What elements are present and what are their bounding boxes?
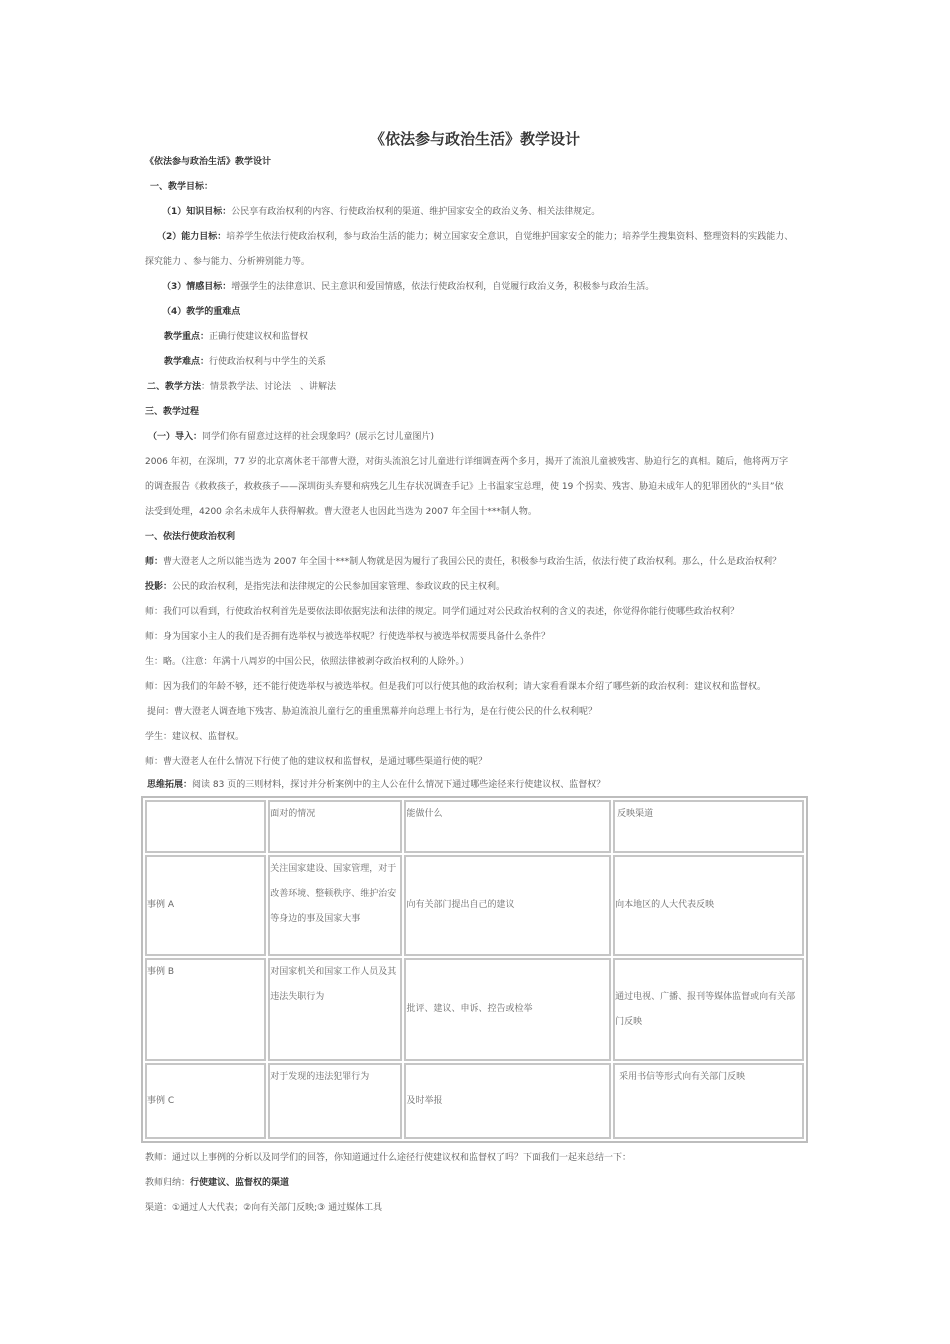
student-line-1: 生：略。（注意：年满十八周岁的中国公民，依照法律被剥夺政治权利的人除外。） xyxy=(145,657,470,667)
goal-key-points: （4）教学的重难点 xyxy=(162,307,241,317)
story-line-1: 2006 年初，在深圳，77 岁的北京离休老干部曹大澄，对街头流浪乞讨儿童进行详细调查两个多月，揭开了流浪儿童被残害、胁迫行乞的真相。随后，他将两万字 xyxy=(145,457,789,467)
cell-text: 关注国家建设、国家管理，对于改善环境、整顿秩序、维护治安等身边的事及国家大事 xyxy=(270,863,397,924)
table-row xyxy=(145,1063,804,1139)
table-cell-channel: 向本地区的人大代表反映 xyxy=(613,855,804,956)
cell-text: 对于发现的违法犯罪行为 xyxy=(270,1072,370,1083)
teacher-label: 师： xyxy=(145,557,164,567)
table-cell-case: 事例 B xyxy=(145,958,266,1061)
cell-text: 对国家机关和国家工作人员及其违法失职行为 xyxy=(270,966,397,1002)
teacher-line-2: 师：我们可以看到，行使政治权利首先是要依法即依据宪法和法律的规定。同学们通过对公民政治权利的含义的表述，你觉得你能行使哪些政治权利？ xyxy=(145,607,740,617)
table-header-row xyxy=(145,800,804,853)
table-cell-action: 批评、建议、申诉、控告或检举 xyxy=(404,958,611,1061)
section-methods-label: 二、教学方法 xyxy=(147,382,202,392)
cell-text: 采用书信等形式向有关部门反映 xyxy=(619,1072,746,1083)
section-teaching-goals: 一、教学目标： xyxy=(150,182,214,192)
table-cell-situation xyxy=(268,958,402,1061)
difficult-point-text: 行使政治权利与中学生的关系 xyxy=(209,357,327,367)
teacher-line-1 xyxy=(145,555,810,569)
thinking-label: 思维拓展： xyxy=(147,780,193,790)
section-methods-text: ：情景教学法、讨论法 、讲解法 xyxy=(201,382,337,392)
key-point-text: 正确行使建议权和监督权 xyxy=(209,332,309,342)
intro-label: （一）导入： xyxy=(148,432,203,442)
table-cell-case: 事例 C xyxy=(145,1063,266,1139)
table-cell-channel xyxy=(613,1063,804,1139)
teacher-line-5: 师：曹大澄老人在什么情况下行使了他的建议权和监督权，是通过哪些渠道行使的呢？ xyxy=(145,757,488,767)
projection-line xyxy=(145,580,810,594)
question-line: 提问：曹大澄老人调查地下残害、胁迫流浪儿童行乞的重重黑幕并向总理上书行为，是在行使公民的什么权利呢？ xyxy=(147,707,598,717)
section-methods xyxy=(147,380,812,394)
section-process: 三、教学过程 xyxy=(145,407,200,417)
table-cell-action: 及时举报 xyxy=(404,1063,611,1139)
table-cell-situation xyxy=(268,1063,402,1139)
goal-ability-text-2: 探究能力 、参与能力、分析辨别能力等。 xyxy=(145,257,310,267)
table-cell-situation xyxy=(268,855,402,956)
table-row xyxy=(145,958,804,1061)
student-line-2: 学生：建议权、监督权。 xyxy=(145,732,245,742)
document-title: 《依法参与政治生活》教学设计 xyxy=(369,130,580,148)
case-table xyxy=(143,798,806,1141)
goal-emotion-text: 增强学生的法律意识、民主意识和爱国情感，依法行使政治权利，自觉履行政治义务，积极参与政治生活。 xyxy=(231,282,655,292)
after-table-line-3: 渠道：①通过人大代表；②向有关部门反映;③ 通过媒体工具 xyxy=(145,1203,383,1213)
after-table-line-1: 教师：通过以上事例的分析以及同学们的回答，你知道通过什么途径行使建议权和监督权了吗？下面我们一起来总结一下： xyxy=(145,1153,632,1163)
story-line-3: 法受到处理，4200 余名未成年人获得解救。曹大澄老人也因此当选为 2007 年全国十***制人物。 xyxy=(145,507,537,517)
difficult-point xyxy=(164,355,829,369)
table-row xyxy=(145,855,804,956)
table-header-cell xyxy=(145,800,266,853)
document-subtitle: 《依法参与政治生活》教学设计 xyxy=(145,157,272,167)
table-header-cell xyxy=(613,800,804,853)
goal-ability xyxy=(157,230,822,244)
thinking-text: 阅读 83 页的三则材料，探讨并分析案例中的主人公在什么情况下通过哪些途径来行使建议权、监督权？ xyxy=(192,780,606,790)
projection-label: 投影： xyxy=(145,582,173,592)
after-table-line-2 xyxy=(145,1176,810,1190)
goal-emotion-label: （3）情感目标： xyxy=(162,282,232,292)
teacher-line-3: 师：身为国家小主人的我们是否拥有选举权与被选举权呢？行使选举权与被选举权需要具备什么条件？ xyxy=(145,632,551,642)
part-1-heading: 一、依法行使政治权利 xyxy=(145,532,236,542)
table-header-cell: 能做什么 xyxy=(404,800,611,853)
story-line-2: 的调查报告《救救孩子，救救孩子——深圳街头弃婴和病残乞儿生存状况调查手记》上书温家宝总理，使 19 个拐卖、残害、胁迫未成年人的犯罪团伙的“头目”依 xyxy=(145,482,784,492)
goal-knowledge xyxy=(162,205,827,219)
goal-emotion xyxy=(162,280,827,294)
intro xyxy=(148,430,813,444)
key-point-label: 教学重点： xyxy=(164,332,210,342)
key-point xyxy=(164,330,829,344)
table-cell-case: 事例 A xyxy=(145,855,266,956)
thinking-extension xyxy=(147,778,812,792)
difficult-point-label: 教学难点： xyxy=(164,357,210,367)
goal-knowledge-label: （1）知识目标： xyxy=(162,207,232,217)
goal-ability-label: （2）能力目标： xyxy=(157,232,227,242)
projection-text: 公民的政治权利，是指宪法和法律规定的公民参加国家管理、参政议政的民主权利。 xyxy=(172,582,506,592)
teacher-line-4: 师：因为我们的年龄不够，还不能行使选举权与被选举权。但是我们可以行使其他的政治权利；请大家看看课本介绍了哪些新的政治权利：建议权和监督权。 xyxy=(145,682,767,692)
table-cell-action: 向有关部门提出自己的建议 xyxy=(404,855,611,956)
intro-text: 同学们你有留意过这样的社会现象吗？(展示乞讨儿童图片) xyxy=(202,432,435,442)
goal-ability-text-1: 培养学生依法行使政治权利，参与政治生活的能力；树立国家安全意识，自觉维护国家安全的能力；培养学生搜集资料、整理资料的实践能力、 xyxy=(226,232,794,242)
summary-text: 行使建议、监督权的渠道 xyxy=(190,1178,290,1188)
header-channel-label: 反映渠道 xyxy=(617,809,654,819)
cell-text: 通过电视、广播、报刊等媒体监督或向有关部门反映 xyxy=(615,991,796,1027)
teacher-line-1-text: 曹大澄老人之所以能当选为 2007 年全国十***制人物就是因为履行了我国公民的责任，积极参与政治生活，依法行使了政治权利。那么，什么是政治权利？ xyxy=(163,557,782,567)
table-header-cell: 面对的情况 xyxy=(268,800,402,853)
case-table-frame xyxy=(141,796,808,1143)
table-cell-channel xyxy=(613,958,804,1061)
goal-knowledge-text: 公民享有政治权利的内容、行使政治权利的渠道、维护国家安全的政治义务、相关法律规定。 xyxy=(231,207,601,217)
summary-label: 教师归纳： xyxy=(145,1178,191,1188)
